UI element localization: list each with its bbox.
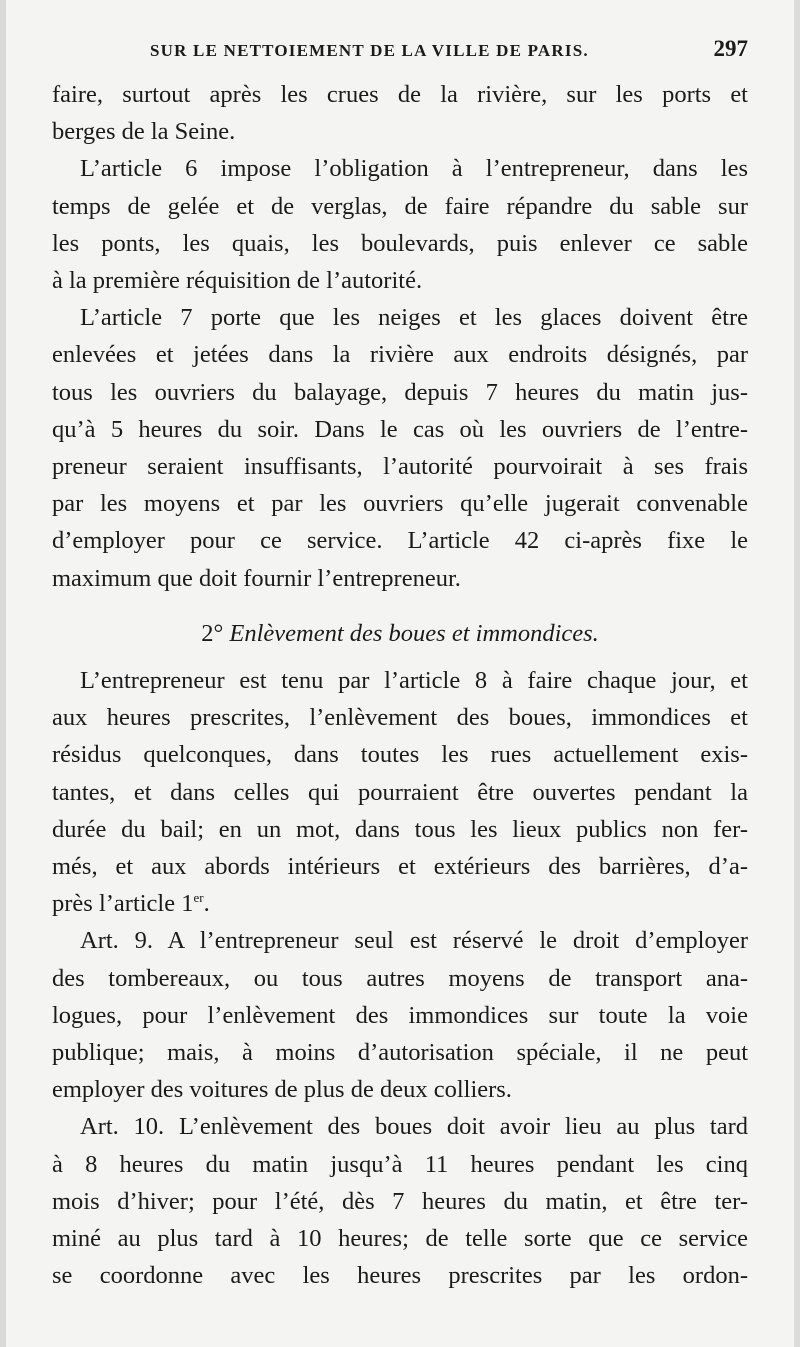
text-line: par les moyens et par les ouvriers qu’elle jugerait convenable bbox=[52, 490, 748, 518]
text-line: temps de gelée et de verglas, de faire répandre du sable sur bbox=[52, 192, 748, 220]
text-line: les ponts, les quais, les boulevards, puis enlever ce sable bbox=[52, 229, 748, 257]
text-line: employer des voitures de plus de deux colliers. bbox=[52, 1076, 512, 1104]
text-line: tantes, et dans celles qui pourraient être ouvertes pendant la bbox=[52, 778, 748, 806]
running-header bbox=[52, 36, 748, 66]
text-line: faire, surtout après les crues de la rivière, sur les ports et bbox=[52, 81, 748, 108]
text-line: durée du bail; en un mot, dans tous les lieux publics non fer- bbox=[52, 815, 748, 843]
text-line: maximum que doit fournir l’entrepreneur. bbox=[52, 564, 461, 592]
text-line: des tombereaux, ou tous autres moyens de transport ana- bbox=[52, 964, 748, 992]
text-line: publique; mais, à moins d’autorisation spéciale, il ne peut bbox=[52, 1039, 748, 1067]
text-line: més, et aux abords intérieurs et extérieurs des barrières, d’a- bbox=[52, 853, 748, 881]
section-number: 2° bbox=[201, 619, 224, 647]
text-line: preneur seraient insuffisants, l’autorité pourvoirait à ses frais bbox=[52, 453, 748, 481]
body-text bbox=[52, 76, 748, 1295]
page-number: 297 bbox=[713, 36, 748, 61]
text-line: d’employer pour ce service. L’article 42 ci-après fixe le bbox=[52, 527, 748, 555]
text-line: qu’à 5 heures du soir. Dans le cas où les ouvriers de l’entre- bbox=[52, 415, 748, 443]
text-line: miné au plus tard à 10 heures; de telle sorte que ce service bbox=[52, 1225, 748, 1253]
superscript: er bbox=[193, 890, 204, 906]
text-line: aux heures prescrites, l’enlèvement des boues, immondices et bbox=[52, 704, 748, 732]
text-line-with-superscript bbox=[52, 885, 748, 922]
text-line: se coordonne avec les heures prescrites par les ordon- bbox=[52, 1262, 748, 1290]
section-heading bbox=[52, 615, 748, 652]
text-line: à 8 heures du matin jusqu’à 11 heures pendant les cinq bbox=[52, 1150, 748, 1178]
section-title: Enlèvement des boues et immondices. bbox=[229, 619, 599, 647]
text-fragment: . bbox=[203, 890, 210, 918]
text-line: berges de la Seine. bbox=[52, 118, 236, 146]
text-line: mois d’hiver; pour l’été, dès 7 heures du matin, et être ter- bbox=[52, 1187, 748, 1215]
text-line: L’article 6 impose l’obligation à l’entrepreneur, dans les bbox=[80, 155, 748, 183]
text-fragment: près l’article 1 bbox=[52, 890, 194, 918]
text-line: à la première réquisition de l’autorité. bbox=[52, 267, 423, 295]
running-title: SUR LE NETTOIEMENT DE LA VILLE DE PARIS. bbox=[150, 41, 589, 60]
text-line: enlevées et jetées dans la rivière aux endroits désignés, par bbox=[52, 341, 748, 369]
text-line: tous les ouvriers du balayage, depuis 7 heures du matin jus- bbox=[52, 378, 748, 406]
text-line: Art. 10. L’enlèvement des boues doit avoir lieu au plus tard bbox=[80, 1113, 748, 1141]
text-line: Art. 9. A l’entrepreneur seul est réservé le droit d’employer bbox=[80, 927, 748, 955]
text-line: L’entrepreneur est tenu par l’article 8 à faire chaque jour, et bbox=[80, 667, 748, 695]
text-line: résidus quelconques, dans toutes les rues actuellement exis- bbox=[52, 741, 748, 769]
text-line: logues, pour l’enlèvement des immondices sur toute la voie bbox=[52, 1001, 748, 1029]
text-line: L’article 7 porte que les neiges et les glaces doivent être bbox=[80, 304, 748, 332]
